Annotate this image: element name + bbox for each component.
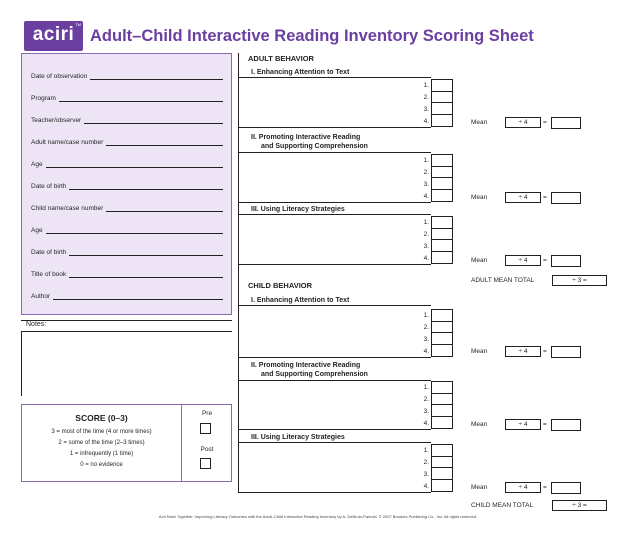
adult-s2-num-2: 2.	[423, 169, 429, 176]
adult-s2-score-grid[interactable]	[431, 154, 453, 202]
child-s2-equals: =	[543, 421, 547, 428]
adult-s2-num-4: 4.	[423, 193, 429, 200]
copyright-footer: Ach Now! Together: Improving Literacy Outcomes with the Adult–Child Interactive Reading Inventory by A. DeBruin-Parecki. © 2007 Brookes Publishing Co., Inc. All rights reserved.	[158, 514, 478, 519]
child-s2-num-4: 4.	[423, 420, 429, 427]
adult-s3-mean-result[interactable]	[551, 255, 581, 267]
field-teacher-observer[interactable]: Teacher/observer	[31, 112, 223, 124]
child-section-2-bottom-rule	[238, 429, 431, 430]
child-section-3-bottom-rule	[238, 492, 431, 493]
child-section-1-bottom-rule	[238, 357, 431, 358]
adult-section-1-bottom-rule	[238, 127, 431, 128]
child-s2-num-1: 1.	[423, 384, 429, 391]
notes-top-rule	[21, 320, 232, 321]
child-section-1-title: I. Enhancing Attention to Text	[251, 297, 350, 304]
adult-section-2-title: II. Promoting Interactive Reading and Supporting Comprehension	[251, 134, 368, 150]
child-s2-num-3: 3.	[423, 408, 429, 415]
page-title: Adult–Child Interactive Reading Inventory Scoring Sheet	[90, 27, 534, 45]
adult-section-3-rule	[238, 214, 431, 215]
child-behavior-heading: CHILD BEHAVIOR	[248, 281, 313, 290]
adult-s3-num-3: 3.	[423, 243, 429, 250]
child-s3-equals: =	[543, 484, 547, 491]
adult-s2-equals: =	[543, 194, 547, 201]
field-child-date-of-birth[interactable]: Date of birth	[31, 244, 223, 256]
adult-s2-num-1: 1.	[423, 157, 429, 164]
adult-s1-mean-label: Mean	[471, 119, 488, 126]
adult-s2-num-3: 3.	[423, 181, 429, 188]
adult-s3-mean-divisor: ÷ 4	[505, 255, 541, 266]
child-s1-mean-label: Mean	[471, 348, 488, 355]
child-s3-mean-divisor: ÷ 4	[505, 482, 541, 493]
adult-s2-mean-divisor: ÷ 4	[505, 192, 541, 203]
child-s3-num-2: 2.	[423, 459, 429, 466]
adult-section-3-title: III. Using Literacy Strategies	[251, 206, 345, 213]
adult-s3-num-2: 2.	[423, 231, 429, 238]
child-section-3-title: III. Using Literacy Strategies	[251, 434, 345, 441]
field-title-of-book[interactable]: Title of book	[31, 266, 223, 278]
child-s1-num-3: 3.	[423, 336, 429, 343]
field-adult-name[interactable]: Adult name/case number	[31, 134, 223, 146]
adult-mean-total-box[interactable]: ÷ 3 =	[552, 275, 607, 286]
child-s1-num-1: 1.	[423, 312, 429, 319]
aciri-logo	[24, 21, 83, 51]
notes-input-area[interactable]	[21, 331, 232, 332]
child-s2-mean-label: Mean	[471, 421, 488, 428]
child-s2-num-2: 2.	[423, 396, 429, 403]
logo-text: aciri	[32, 24, 75, 45]
child-s3-mean-result[interactable]	[551, 482, 581, 494]
adult-mean-total-label: ADULT MEAN TOTAL	[471, 277, 535, 284]
pre-label: Pre	[201, 410, 213, 417]
adult-section-2-rule	[238, 152, 431, 153]
child-section-2-title: II. Promoting Interactive Reading and Supporting Comprehension	[251, 362, 368, 378]
right-column-rule	[238, 53, 239, 493]
child-s2-mean-divisor: ÷ 4	[505, 419, 541, 430]
adult-section-3-bottom-rule	[238, 264, 431, 265]
adult-s1-num-3: 3.	[423, 106, 429, 113]
score-line-2: 2 = some of the time (2–3 times)	[58, 440, 145, 446]
adult-s1-mean-result[interactable]	[551, 117, 581, 129]
adult-s3-score-grid[interactable]	[431, 216, 453, 264]
logo-trademark: TM	[75, 22, 81, 27]
child-s3-num-1: 1.	[423, 447, 429, 454]
adult-section-1-rule	[238, 77, 431, 78]
child-s3-score-grid[interactable]	[431, 444, 453, 492]
adult-s1-num-4: 4.	[423, 118, 429, 125]
info-panel	[21, 53, 232, 315]
field-adult-date-of-birth[interactable]: Date of birth	[31, 178, 223, 190]
score-line-0: 0 = no evidence	[80, 462, 123, 468]
post-checkbox[interactable]	[200, 458, 211, 469]
child-section-1-rule	[238, 305, 431, 306]
field-child-age[interactable]: Age	[31, 222, 223, 234]
child-s1-equals: =	[543, 348, 547, 355]
adult-s1-equals: =	[543, 119, 547, 126]
child-s1-score-grid[interactable]	[431, 309, 453, 357]
child-s1-mean-divisor: ÷ 4	[505, 346, 541, 357]
pre-checkbox[interactable]	[200, 423, 211, 434]
field-author[interactable]: Author	[31, 288, 223, 300]
adult-s1-num-2: 2.	[423, 94, 429, 101]
child-s1-num-4: 4.	[423, 348, 429, 355]
child-s3-mean-label: Mean	[471, 484, 488, 491]
adult-s2-mean-result[interactable]	[551, 192, 581, 204]
adult-behavior-heading: ADULT BEHAVIOR	[248, 54, 314, 63]
child-s1-num-2: 2.	[423, 324, 429, 331]
score-line-1: 1 = infrequently (1 time)	[69, 451, 134, 457]
field-date-of-observation[interactable]: Date of observation	[31, 68, 223, 80]
adult-s1-score-grid[interactable]	[431, 79, 453, 127]
child-mean-total-box[interactable]: ÷ 3 =	[552, 500, 607, 511]
adult-s1-num-1: 1.	[423, 82, 429, 89]
child-section-2-rule	[238, 380, 431, 381]
score-line-3: 3 = most of the time (4 or more times)	[51, 429, 152, 435]
field-child-name[interactable]: Child name/case number	[31, 200, 223, 212]
field-program[interactable]: Program	[31, 90, 223, 102]
adult-s3-equals: =	[543, 257, 547, 264]
field-adult-age[interactable]: Age	[31, 156, 223, 168]
adult-s3-mean-label: Mean	[471, 257, 488, 264]
child-section-3-rule	[238, 442, 431, 443]
notes-left-rule	[21, 331, 22, 396]
adult-s3-num-4: 4.	[423, 255, 429, 262]
child-s2-mean-result[interactable]	[551, 419, 581, 431]
adult-s3-num-1: 1.	[423, 219, 429, 226]
score-legend	[21, 404, 232, 482]
adult-section-2-bottom-rule	[238, 202, 431, 203]
adult-section-1-title: I. Enhancing Attention to Text	[251, 69, 350, 76]
post-label: Post	[200, 446, 214, 453]
score-title: SCORE (0–3)	[75, 413, 128, 423]
notes-label: Notes:	[26, 321, 47, 328]
child-s2-score-grid[interactable]	[431, 381, 453, 429]
adult-s1-mean-divisor: ÷ 4	[505, 117, 541, 128]
child-s3-num-4: 4.	[423, 483, 429, 490]
child-s3-num-3: 3.	[423, 471, 429, 478]
adult-s2-mean-label: Mean	[471, 194, 488, 201]
child-mean-total-label: CHILD MEAN TOTAL	[471, 502, 534, 509]
child-s1-mean-result[interactable]	[551, 346, 581, 358]
